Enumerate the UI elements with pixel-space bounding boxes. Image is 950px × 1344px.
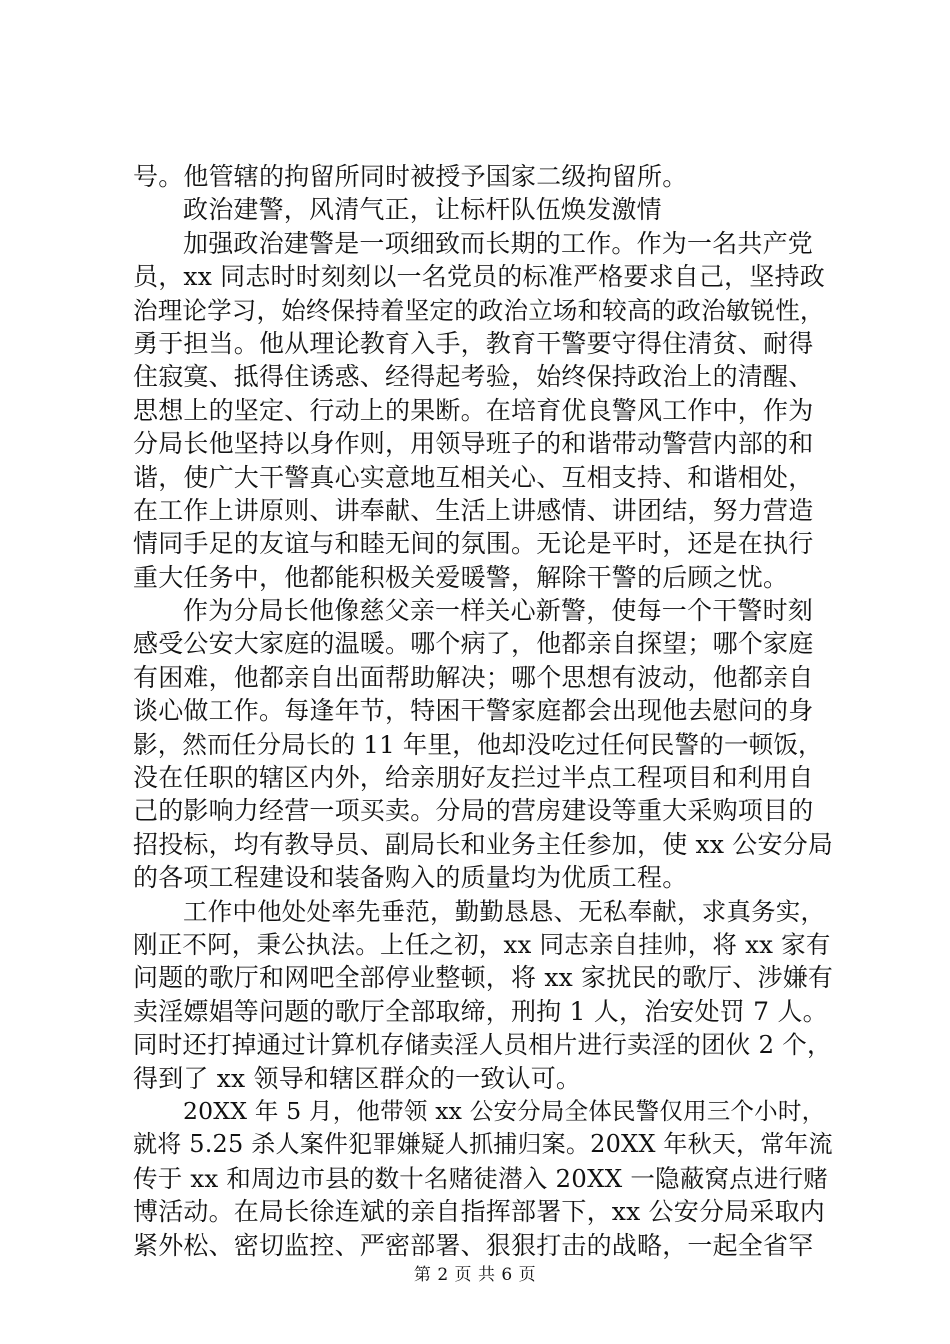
text-line: 治理论学习，始终保持着坚定的政治立场和较高的政治敏锐性， <box>133 295 825 325</box>
text-line: 问题的歌厅和网吧全部停业整顿，将 xx 家扰民的歌厅、涉嫌有 <box>133 963 834 993</box>
text-line: 谐，使广大干警真心实意地互相关心、互相支持、和谐相处， <box>133 462 814 492</box>
text-line: 住寂寞、抵得住诱惑、经得起考验，始终保持政治上的清醒、 <box>133 362 814 392</box>
text-line: 员，xx 同志时时刻刻以一名党员的标准严格要求自己，坚持政 <box>133 262 825 292</box>
text-line: 思想上的坚定、行动上的果断。在培育优良警风工作中，作为 <box>133 395 814 425</box>
text-line: 博活动。在局长徐连斌的亲自指挥部署下，xx 公安分局采取内 <box>133 1197 825 1227</box>
text-line: 没在任职的辖区内外，给亲朋好友拦过半点工程项目和利用自 <box>133 763 814 793</box>
text-line: 得到了 xx 领导和辖区群众的一致认可。 <box>133 1063 582 1093</box>
text-line: 分局长他坚持以身作则，用领导班子的和谐带动警营内部的和 <box>133 429 814 459</box>
text-line: 谈心做工作。每逢年节，特困干警家庭都会出现他去慰问的身 <box>133 696 814 726</box>
text-line: 卖淫嫖娼等问题的歌厅全部取缔，刑拘 1 人，治安处罚 7 人。 <box>133 996 828 1026</box>
text-line: 勇于担当。他从理论教育入手，教育干警要守得住清贫、耐得 <box>133 328 814 358</box>
text-line: 加强政治建警是一项细致而长期的工作。作为一名共产党 <box>183 228 814 258</box>
text-line: 传于 xx 和周边市县的数十名赌徒潜入 20XX 一隐蔽窝点进行赌 <box>133 1163 828 1193</box>
text-line: 招投标，均有教导员、副局长和业务主任参加，使 xx 公安分局 <box>133 829 834 859</box>
text-line: 有困难，他都亲自出面帮助解决；哪个思想有波动，他都亲自 <box>133 662 814 692</box>
text-line: 感受公安大家庭的温暖。哪个病了，他都亲自探望；哪个家庭 <box>133 629 814 659</box>
text-line: 影，然而任分局长的 11 年里，他却没吃过任何民警的一顿饭， <box>133 729 823 759</box>
text-line: 就将 5.25 杀人案件犯罪嫌疑人抓捕归案。20XX 年秋天，常年流 <box>133 1130 833 1159</box>
text-line: 紧外松、密切监控、严密部署、狠狠打击的战略，一起全省罕 <box>133 1230 814 1260</box>
document-body <box>133 160 833 1262</box>
text-line: 20XX 年 5 月，他带领 xx 公安分局全体民警仅用三个小时， <box>183 1096 826 1125</box>
text-line: 情同手足的友谊与和睦无间的氛围。无论是平时，还是在执行 <box>133 529 814 559</box>
text-line: 重大任务中，他都能积极关爱暖警，解除干警的后顾之忧。 <box>133 562 789 592</box>
page-footer: 第 2 页 共 6 页 <box>413 1265 537 1285</box>
text-line: 己的影响力经营一项买卖。分局的营房建设等重大采购项目的 <box>133 796 814 826</box>
text-line: 在工作上讲原则、讲奉献、生活上讲感情、讲团结，努力营造 <box>133 495 814 525</box>
text-line: 的各项工程建设和装备购入的质量均为优质工程。 <box>133 863 688 893</box>
text-line: 工作中他处处率先垂范，勤勤恳恳、无私奉献，求真务实， <box>183 896 826 926</box>
text-line: 号。他管辖的拘留所同时被授予国家二级拘留所。 <box>133 162 688 191</box>
text-line: 刚正不阿，秉公执法。上任之初，xx 同志亲自挂帅，将 xx 家有 <box>133 929 831 959</box>
text-line: 政治建警，风清气正，让标杆队伍焕发激情 <box>183 195 662 225</box>
text-line: 作为分局长他像慈父亲一样关心新警，使每一个干警时刻 <box>183 596 814 626</box>
text-line: 同时还打掉通过计算机存储卖淫人员相片进行卖淫的团伙 2 个， <box>133 1030 832 1060</box>
